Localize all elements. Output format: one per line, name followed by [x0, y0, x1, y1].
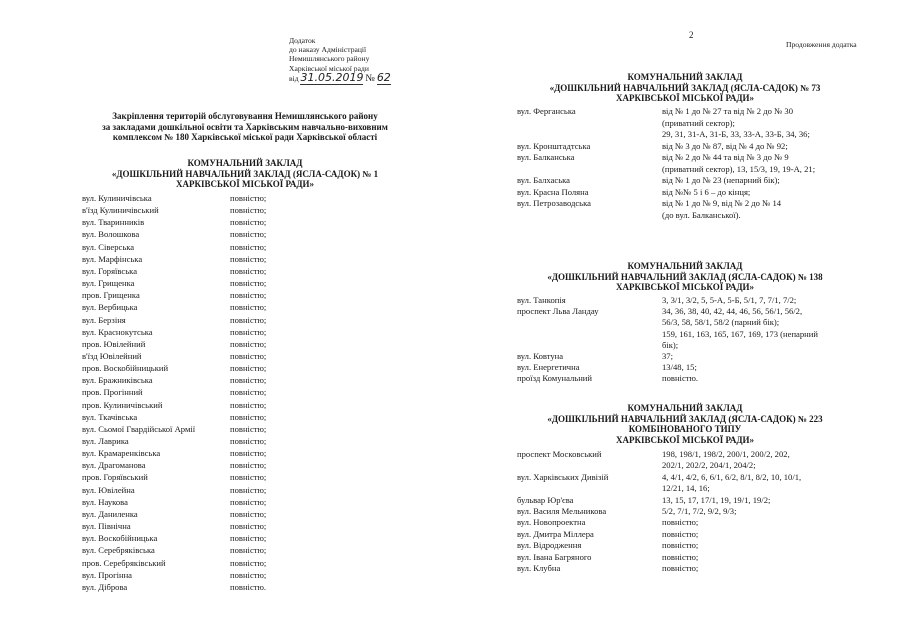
coverage-value: повністю; [230, 193, 267, 203]
building-numbers: 13, 15, 17, 17/1, 19, 19/1, 19/2; [662, 494, 771, 505]
street-name: вул. Марфінська [82, 253, 143, 264]
section223-header [517, 403, 853, 445]
section1-list [82, 193, 332, 593]
annex-line2: до наказу Адміністрації [289, 45, 367, 55]
annex-line4: Харківської міської ради [289, 63, 369, 73]
coverage-value: повністю. [230, 581, 267, 592]
street-name: вул. Краснокутська [82, 326, 153, 337]
street-name: пров. Прогінний [82, 387, 143, 398]
street-name: вул. Ювілейна [82, 484, 135, 495]
annex-line3: Немишлянського району [289, 54, 370, 64]
section1-header [80, 158, 410, 190]
building-numbers: 13/48, 15; [662, 362, 697, 373]
street-name: пров. Кулиничівський [82, 399, 163, 410]
building-numbers: (приватний сектор); [662, 117, 735, 128]
building-numbers: повністю; [662, 528, 699, 539]
section223-title2: «ДОШКІЛЬНИЙ НАВЧАЛЬНИЙ ЗАКЛАД (ЯСЛА-САДОК) № 223 [547, 413, 823, 424]
coverage-value: повністю; [230, 350, 267, 361]
building-numbers: (приватний сектор), 13, 15/3, 19, 19-А, 21; [662, 163, 816, 174]
section73-title1: КОМУНАЛЬНИЙ ЗАКЛАД [627, 72, 743, 82]
street-name: вул. Драгоманова [82, 460, 146, 471]
coverage-value: повністю; [230, 569, 267, 580]
street-name: в'їзд Ювілейний [82, 350, 142, 361]
section223-list [517, 449, 862, 584]
street-name: вул. Лаврика [82, 436, 129, 446]
coverage-value: повністю; [230, 448, 267, 459]
coverage-value: повністю; [230, 205, 267, 216]
building-numbers: 56/3, 58, 58/1, 58/2 (парний бік); [662, 317, 780, 328]
handwritten-date: 31.05.2019 [300, 70, 364, 84]
annex-line1: Додаток [289, 36, 316, 45]
building-numbers: повністю; [662, 563, 699, 573]
coverage-value: повністю; [230, 496, 267, 507]
building-numbers: 202/1, 202/2, 204/1, 204/2; [662, 460, 756, 471]
street-name: проїзд Комунальний [517, 373, 593, 384]
building-numbers: від № 1 до № 23 (непарний бік); [662, 175, 780, 185]
street-name: вул. Новопроектна [517, 517, 586, 528]
main-title-line3: комплексом № 180 Харківської міської ради Харківської області [112, 132, 378, 142]
street-name: вул. Відродження [517, 540, 582, 551]
annex-number-prefix: № [365, 72, 375, 84]
street-name: вул. Балканська [517, 152, 575, 162]
street-name: проспект Льва Ландау [517, 306, 599, 317]
street-name: пров. Грищенка [82, 290, 140, 301]
section138-list [517, 295, 862, 395]
coverage-value: повністю; [230, 241, 267, 252]
street-name: вул. Горяївська [82, 265, 138, 276]
section73-list [517, 106, 862, 241]
coverage-value: повністю; [230, 436, 267, 446]
section1-title1: КОМУНАЛЬНИЙ ЗАКЛАД [187, 158, 303, 168]
building-numbers: 3, 3/1, 3/2, 5, 5-А, 5-Б, 5/1, 7, 7/1, 7/2; [662, 295, 797, 305]
building-numbers: 34, 36, 38, 40, 42, 44, 46, 56, 56/1, 56/2, [662, 306, 803, 317]
street-name: вул. Енергетична [517, 362, 580, 373]
coverage-value: повністю; [230, 217, 267, 228]
section1-title3: ХАРКІВСЬКОЇ МІСЬКОЇ РАДИ» [175, 179, 315, 189]
coverage-value: повністю; [230, 399, 267, 410]
coverage-value: повністю; [230, 533, 267, 544]
street-name: в'їзд Кулиничівський [82, 205, 159, 216]
main-title-line2: за закладами дошкільної освіти та Харківським навчально-виховним [102, 121, 388, 132]
section73-header [517, 72, 853, 104]
section138-title3: ХАРКІВСЬКОЇ МІСЬКОЇ РАДИ» [615, 282, 755, 292]
street-name: вул. Берзіня [82, 314, 126, 325]
building-numbers: від № 1 до № 27 та від № 2 до № 30 [662, 106, 794, 116]
building-numbers: (до вул. Балканської). [662, 209, 741, 220]
building-numbers: бік); [662, 339, 679, 350]
building-numbers: від №№ 5 і 6 – до кінця; [662, 186, 751, 197]
street-name: проспект Московський [517, 449, 602, 459]
building-numbers: 12/21, 14, 16; [662, 483, 710, 494]
coverage-value: повністю; [230, 290, 267, 301]
street-name: вул. Ткачівська [82, 411, 138, 422]
annex-date-line [289, 70, 419, 84]
building-numbers: від № 3 до № 87, від № 4 до № 92; [662, 140, 788, 151]
section223-title1: КОМУНАЛЬНИЙ ЗАКЛАД [627, 403, 743, 413]
coverage-value: повністю; [230, 302, 267, 313]
handwritten-number: 62 [376, 70, 391, 84]
coverage-value: повністю; [230, 521, 267, 532]
street-name: вул. Воскобійницька [82, 533, 158, 544]
street-name: вул. Клубна [517, 563, 561, 573]
coverage-value: повністю; [230, 265, 267, 276]
street-name: вул. Даниленка [82, 508, 138, 519]
annex-date-prefix: від [289, 73, 299, 83]
coverage-value: повністю; [230, 363, 267, 374]
building-numbers: повністю; [662, 540, 699, 551]
page-number: 2 [689, 30, 694, 40]
building-numbers: 5/2, 7/1, 7/2, 9/2, 9/3; [662, 506, 737, 516]
section73-title3: ХАРКІВСЬКОЇ МІСЬКОЇ РАДИ» [615, 93, 755, 103]
street-name: пров. Горяївський [82, 472, 148, 483]
street-name: вул. Крамаренківська [82, 448, 161, 459]
continuation-label: Продовження додатка [786, 40, 857, 49]
street-name: вул. Волошкова [82, 229, 140, 240]
street-name: пров. Ювілейний [82, 338, 146, 349]
coverage-value: повністю; [230, 375, 267, 386]
street-name: вул. Північна [82, 521, 131, 532]
building-numbers: 198, 198/1, 198/2, 200/1, 200/2, 202, [662, 449, 790, 459]
street-name: бульвар Юр'єва [517, 494, 574, 505]
building-numbers: повністю; [662, 551, 699, 562]
building-numbers: від № 1 до № 9, від № 2 до № 14 [662, 198, 782, 208]
coverage-value: повністю; [230, 314, 267, 325]
annex-block [289, 36, 419, 83]
street-name: вул. Кулиничівська [82, 193, 152, 203]
building-numbers: 29, 31, 31-А, 31-Б, 33, 33-А, 33-Б, 34, 36; [662, 129, 810, 139]
street-name: вул. Дмитра Міллера [517, 528, 594, 539]
building-numbers: 159, 161, 163, 165, 167, 169, 173 (непарний [662, 328, 818, 339]
main-title [80, 111, 410, 143]
coverage-value: повністю; [230, 278, 267, 289]
street-name: вул. Красна Поляна [517, 186, 589, 197]
building-numbers: від № 2 до № 44 та від № 3 до № 9 [662, 152, 789, 162]
coverage-value: повністю; [230, 484, 267, 495]
building-numbers: повністю; [662, 517, 699, 528]
street-name: вул. Сьомої Гвардійської Армії [82, 423, 196, 434]
coverage-value: повністю; [230, 326, 267, 337]
street-name: пров. Воскобійницький [82, 363, 169, 374]
street-name: вул. Кронштадтська [517, 140, 591, 151]
street-name: вул. Сіверська [82, 241, 135, 252]
street-name: вул. Тваринників [82, 217, 145, 228]
main-title-line1: Закріплення територій обслуговування Немишлянського району [112, 111, 378, 121]
section138-header [517, 261, 853, 293]
street-name: вул. Ковтуна [517, 351, 564, 361]
building-numbers: повністю. [662, 373, 699, 384]
street-name: вул. Наукова [82, 496, 128, 507]
coverage-value: повністю; [230, 557, 267, 568]
street-name: вул. Петрозаводська [517, 198, 591, 208]
street-name: вул. Танкопія [517, 295, 566, 305]
coverage-value: повністю; [230, 253, 267, 264]
section73-title2: «ДОШКІЛЬНИЙ НАВЧАЛЬНИЙ ЗАКЛАД (ЯСЛА-САДОК) № 73 [549, 82, 821, 93]
coverage-value: повністю; [230, 472, 267, 483]
street-name: вул. Ферганська [517, 106, 576, 116]
coverage-value: повністю; [230, 411, 267, 422]
street-name: вул. Діброва [82, 581, 128, 592]
street-name: вул. Харківських Дивізій [517, 471, 609, 482]
coverage-value: повністю; [230, 423, 267, 434]
section138-title1: КОМУНАЛЬНИЙ ЗАКЛАД [627, 261, 743, 271]
street-name: вул. Вербицька [82, 302, 138, 313]
section138-title2: «ДОШКІЛЬНИЙ НАВЧАЛЬНИЙ ЗАКЛАД (ЯСЛА-САДОК) № 138 [547, 271, 823, 282]
street-name: вул. Балхаська [517, 175, 570, 185]
coverage-value: повністю; [230, 508, 267, 519]
section223-title3: КОМБІНОВАНОГО ТИПУ [628, 424, 742, 434]
section223-title4: ХАРКІВСЬКОЇ МІСЬКОЇ РАДИ» [615, 434, 755, 445]
coverage-value: повністю; [230, 460, 267, 471]
street-name: вул. Грищенка [82, 278, 135, 289]
coverage-value: повністю; [230, 338, 267, 349]
street-name: вул. Серебряківська [82, 545, 155, 556]
building-numbers: 4, 4/1, 4/2, 6, 6/1, 6/2, 8/1, 8/2, 10, 10/1, [662, 471, 802, 482]
street-name: вул. Прогінна [82, 569, 132, 580]
street-name: пров. Серебряківський [82, 557, 166, 568]
street-name: вул. Івана Багряного [517, 551, 592, 562]
section1-title2: «ДОШКІЛЬНИЙ НАВЧАЛЬНИЙ ЗАКЛАД (ЯСЛА-САДОК) № 1 [111, 168, 379, 179]
street-name: вул. Бражниківська [82, 375, 153, 386]
building-numbers: 37; [662, 351, 673, 361]
coverage-value: повністю; [230, 229, 267, 240]
coverage-value: повністю; [230, 545, 267, 556]
street-name: вул. Василя Мельникова [517, 506, 607, 516]
coverage-value: повністю; [230, 387, 267, 398]
